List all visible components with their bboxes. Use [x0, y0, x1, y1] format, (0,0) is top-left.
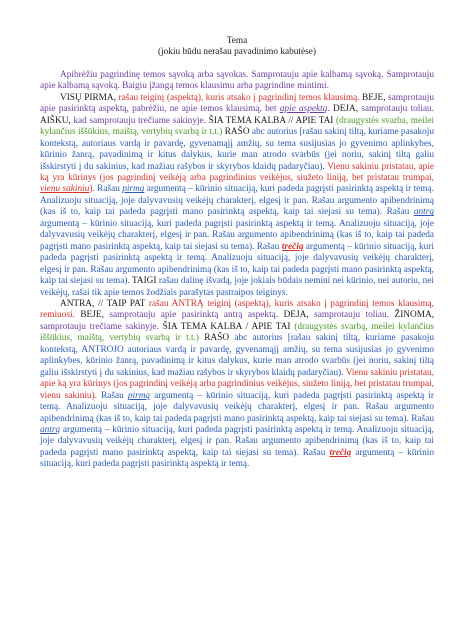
paragraph — [40, 93, 434, 299]
text-segment: ŽINOMA, — [394, 310, 435, 321]
text-segment: BEJE, — [80, 310, 110, 321]
text-segment: antrą — [40, 424, 61, 435]
text-segment: (draugystės svarbą, meilei kylančius iššūkius, maištą, vertybių svarbą ir t.t.) — [40, 321, 434, 344]
text-segment: ANTRA, // TAIP PAT — [60, 298, 149, 309]
text-segment: Rašau — [97, 184, 123, 195]
text-segment: BEJE, — [362, 92, 389, 103]
text-segment: RAŠO — [204, 333, 235, 344]
text-segment: (draugystės svarba, meilei kylančius iššūkius, maištą, vertybių svarbą ir t.t.) — [40, 115, 435, 138]
text-segment: samprotauju apie pasirinktą aspektą, pabrėžiu, ne apie temos klausimą, bet — [40, 92, 435, 115]
text-segment: abc autorius [rašau sakinį tiltą, kuriame pasakoju kontekstą, autoriaus vardą ir pavardę, gyvenamąjį amžių, su tema susijusias jo gyvenimo aplinkybes, kūrinio žanrą, pavadinimą ir kitus dalykus, kurie man atrodo svarbūs (jei noriu, sakinį tiltą galiu išskirstyti į du sakinius, kad mažiau rašybos ir skyrybos klaidų padaryčiau). — [40, 127, 434, 172]
text-segment: argumentą – kūrinio situaciją, kuri padeda pagrįsti pasirinktą aspektą ir temą. Analizuoju situaciją, joje dalyvavusių veikėjų charakterį, elgesį ir pan. Rašau argumento apibendrinimą (kas iš to, kaip tai padeda pagrįsti mano pasirinktą aspektą, kaip tai siejasi su tema). — [40, 241, 434, 287]
text-segment: argumentą – kūrinio situaciją, kuri padeda pagrįsti pasirinktą aspektą ir temą. — [40, 447, 435, 470]
paragraph — [40, 70, 434, 93]
text-segment: argumentą – kūrinio situaciją, kuri padeda pagrįsti pasirinktą aspektą ir temą. Analizuoju situaciją, joje dalyvavusių veikėjų charakterį, elgesį ir pan. Rašau argumento apibendrinimą (kas iš to, kaip tai padeda pagrįsti mano pasirinktą aspektą, kaip tai siejasi su tema). Rašau — [40, 390, 434, 424]
text-segment: ). — [89, 184, 98, 195]
text-segment: argumentą – kūrinio situaciją, kuri padeda pagrįsti pasirinktą aspektą ir temą. Analizuoju situaciją, joje dalyvavusių veikėjų charakterį, elgesį ir pan. Rašau argumento apibendrinimą (kas iš to, kaip tai padeda pagrįsti mano pasirinktą aspektą, kaip tai siejasi su tema). Rašau — [40, 424, 434, 458]
document-body — [40, 70, 434, 471]
text-segment: apie aspektą — [279, 104, 328, 115]
text-segment: RAŠO — [224, 127, 252, 138]
page-subtitle: (jokiu būdu nerašau pavadinimo kabutėse) — [157, 47, 316, 58]
text-segment: samprotauju toliau. — [314, 310, 395, 321]
text-segment: Vienu sakiniu pristatau, apie ką yra kūrinys (jos pagrindinį veikėją arba pagrindinius veikėjus, siužeto liniją, bet pristatau trumpai, — [40, 161, 434, 183]
text-segment: argumentą – kūrinio situaciją, kuri padeda pagrįsti pasirinktą aspektą ir temą. Analizuoju situaciją, joje dalyvavusių veikėjų charakterį, elgesį ir pan. Rašau argumento apibendrinimą (kas iš to, kaip tai padeda pagrįsti mano pasirinktą aspektą, kaip tai siejasi su tema). Rašau — [40, 184, 434, 218]
text-segment: . — [327, 104, 333, 115]
text-segment: ŠIA TEMA KALBA // APIE TAI — [208, 115, 337, 126]
text-segment: rašau dalinę išvadą, joje jokiais būdais nemini nei kūrinio, nei autoriu, nei veikėjų, rašai tik apie temos žodžiais parašytas pastraipos teiginys. — [40, 276, 434, 298]
text-segment: DEJA, — [283, 310, 315, 321]
paragraph — [40, 299, 434, 471]
text-segment: pirmą — [127, 390, 151, 401]
text-segment: ŠIA TEMA KALBA / APIE TAI — [162, 321, 295, 332]
text-segment: pirmą — [122, 184, 145, 195]
text-segment: kad samprotauju trečiame sakinyje. — [73, 115, 209, 126]
text-segment: vienu sakiniu — [40, 184, 90, 195]
text-segment: argumentą – kūrinio situaciją, kuri padeda pagrįsti pasirinktą aspektą ir temą. Analizuoju situaciją, joje dalyvavusių veikėjų charakterį, elgesį ir pan. Rašau argumento apibendrinimą (kas iš to, kaip tai padeda pagrįsti mano pasirinktą aspektą, kaip tai siejasi su tema). Rašau — [40, 218, 434, 252]
text-segment: Vienu sakiniu pristatau, apie ką yra kūrinys (jos pagrindinį veikėją arba pagrindinius veikėjus, siužeto liniją, bet pristatau trumpai, vienu sakiniu). — [40, 367, 434, 401]
text-segment: trečią — [281, 241, 304, 252]
text-segment: rašau teiginį (aspektą), kuris atsako į pagrindinį temos klausimą. — [118, 92, 363, 103]
page-title: Tema — [226, 36, 248, 46]
text-segment: rašau ANTRĄ teiginį (aspektą), kuris atsako į pagrindinį temos klausimą, remiuosi. — [40, 298, 434, 321]
text-segment: Rašau — [101, 390, 128, 401]
text-segment: AIŠKU, — [40, 115, 74, 126]
text-segment: antrą — [413, 207, 434, 218]
text-segment: trečią — [329, 447, 352, 458]
text-segment: abc autorius [rašau sakinį tiltą, kuriame pasakoju kontekstą, ANTROJO autoriaus vardą ir pavardę, gyvenamąjį amžių, su tema susijusias jo gyvenimo aplinkybes, kūrinio žanrą, pavadinimą ir kitus dalykus, kurie man atrodo svarbūs (jei noriu, sakinį tiltą galiu išskirstyti į du sakinius, kad mažiau rašybos ir skyrybos klaidų padaryčiau). — [40, 333, 434, 378]
text-segment: DEJA, — [332, 104, 362, 115]
text-segment: TAIGI — [131, 276, 159, 287]
text-segment: samprotauju toliau. — [361, 104, 435, 115]
text-segment: Apibrėžiu pagrindinę temos sąvoką arba sąvokas. Samprotauju apie kalbamą sąvoką. Samprotauju apie kalbamą sąvoką. Baigiu įžangą temos klausimu arba pagrindine mintimi. — [40, 69, 434, 92]
text-segment: VISŲ PIRMA, — [60, 92, 119, 103]
text-segment: samprotauju trečiame sakinyje. — [40, 321, 163, 332]
text-segment: samprotauju apie pasirinktą antrą aspektą. — [109, 310, 284, 321]
